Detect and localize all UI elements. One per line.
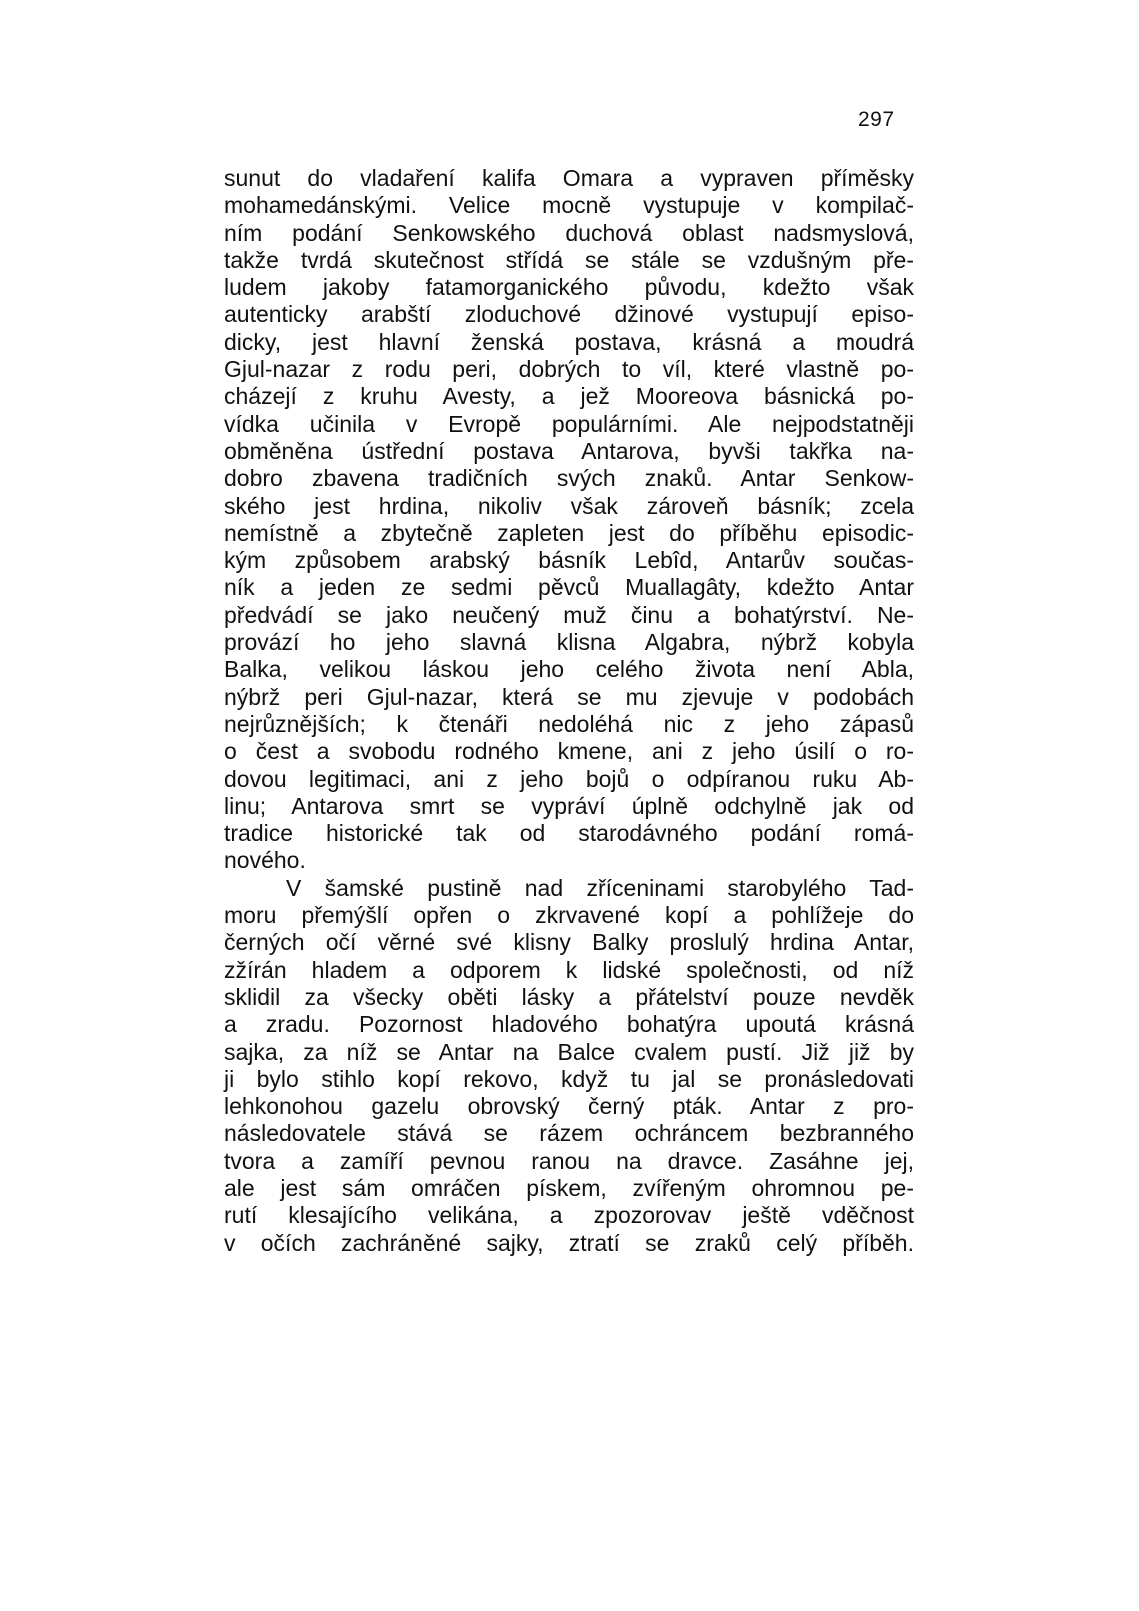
paragraph-end-line: nového. bbox=[224, 847, 306, 874]
text-line: vídka učinila v Evropě populárními. Ale nejpodstatněji bbox=[224, 410, 914, 437]
text-line: kým způsobem arabský básník Lebîd, Antarův součas- bbox=[224, 547, 914, 574]
text-line: ludem jakoby fatamorganického původu, kdežto však bbox=[224, 274, 914, 301]
text-line: nýbrž peri Gjul-nazar, která se mu zjevuje v podobách bbox=[224, 683, 914, 710]
text-line: autenticky arabští zloduchové džinové vystupují episo- bbox=[224, 301, 914, 328]
text-line: tradice historické tak od starodávného podání romá- bbox=[224, 820, 914, 847]
text-line: lehkonohou gazelu obrovský černý pták. Antar z pro- bbox=[224, 1093, 914, 1120]
text-line: dobro zbavena tradičních svých znaků. Antar Senkow- bbox=[224, 465, 914, 492]
text-line: Gjul-nazar z rodu peri, dobrých to víl, které vlastně po- bbox=[224, 356, 914, 383]
text-line: dicky, jest hlavní ženská postava, krásná a moudrá bbox=[224, 328, 914, 355]
text-line: v očích zachráněné sajky, ztratí se zraků celý příběh. bbox=[224, 1229, 914, 1256]
text-line: ním podání Senkowského duchová oblast nadsmyslová, bbox=[224, 219, 914, 246]
text-line: Balka, velikou láskou jeho celého života není Abla, bbox=[224, 656, 914, 683]
text-line: sajka, za níž se Antar na Balce cvalem pustí. Již již by bbox=[224, 1038, 914, 1065]
text-line: ji bylo stihlo kopí rekovo, když tu jal se pronásledovati bbox=[224, 1065, 914, 1092]
text-line: nemístně a zbytečně zapleten jest do příběhu episodic- bbox=[224, 519, 914, 546]
text-line: ník a jeden ze sedmi pěvců Muallagâty, kdežto Antar bbox=[224, 574, 914, 601]
paragraph-start-line: V šamské pustině nad zříceninami starobylého Tad- bbox=[286, 874, 914, 901]
text-line: tvora a zamíří pevnou ranou na dravce. Zasáhne jej, bbox=[224, 1147, 914, 1174]
text-line: ale jest sám omráčen pískem, zvířeným ohromnou pe- bbox=[224, 1174, 914, 1201]
text-line: takže tvrdá skutečnost střídá se stále se vzdušným pře- bbox=[224, 246, 914, 273]
text-line: o čest a svobodu rodného kmene, ani z jeho úsilí o ro- bbox=[224, 738, 914, 765]
page-number: 297 bbox=[858, 108, 895, 131]
body-text bbox=[224, 165, 914, 1257]
text-line: sunut do vladaření kalifa Omara a vypraven příměsky bbox=[224, 165, 914, 191]
text-line: moru přemýšlí opřen o zkrvavené kopí a pohlížeje do bbox=[224, 902, 914, 929]
text-line: cházejí z kruhu Avesty, a jež Mooreova básnická po- bbox=[224, 383, 914, 410]
text-line: linu; Antarova smrt se vypráví úplně odchylně jak od bbox=[224, 792, 914, 819]
text-line: sklidil za všecky oběti lásky a přátelství pouze nevděk bbox=[224, 983, 914, 1010]
text-line: rutí klesajícího velikána, a zpozorovav ještě vděčnost bbox=[224, 1202, 914, 1229]
text-line: ského jest hrdina, nikoliv však zároveň básník; zcela bbox=[224, 492, 914, 519]
text-line: obměněna ústřední postava Antarova, byvši takřka na- bbox=[224, 437, 914, 464]
text-line: provází ho jeho slavná klisna Algabra, nýbrž kobyla bbox=[224, 629, 914, 656]
text-line: dovou legitimaci, ani z jeho bojů o odpíranou ruku Ab- bbox=[224, 765, 914, 792]
text-line: a zradu. Pozornost hladového bohatýra upoutá krásná bbox=[224, 1011, 914, 1038]
text-line: černých očí věrné své klisny Balky proslulý hrdina Antar, bbox=[224, 929, 914, 956]
text-line: následovatele stává se rázem ochráncem bezbranného bbox=[224, 1120, 914, 1147]
text-line: zžírán hladem a odporem k lidské společnosti, od níž bbox=[224, 956, 914, 983]
text-line: mohamedánskými. Velice mocně vystupuje v kompilač- bbox=[224, 192, 914, 219]
text-line: předvádí se jako neučený muž činu a bohatýrství. Ne- bbox=[224, 601, 914, 628]
text-line: nejrůznějších; k čtenáři nedoléhá nic z jeho zápasů bbox=[224, 710, 914, 737]
